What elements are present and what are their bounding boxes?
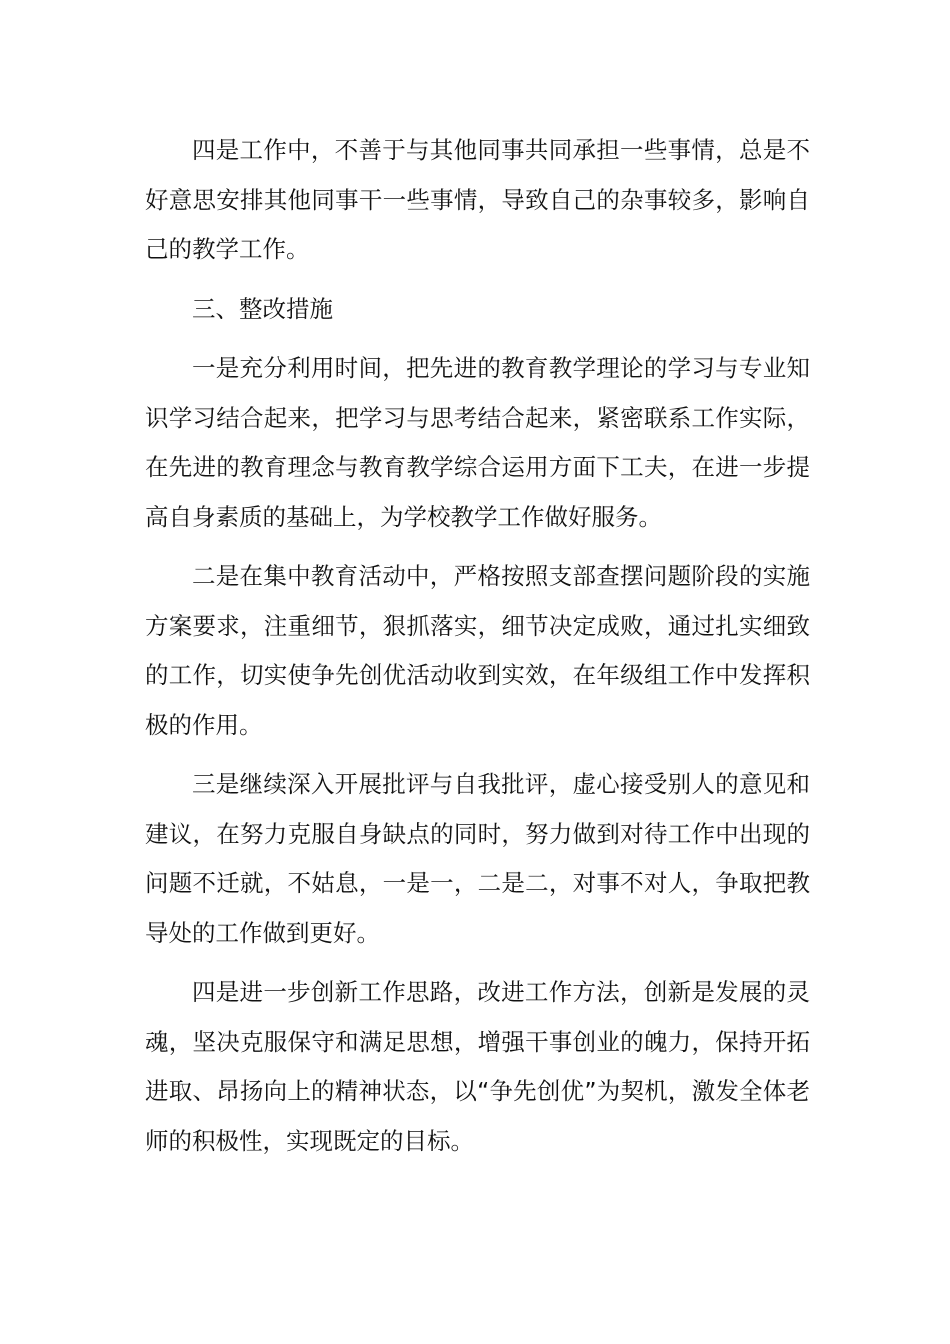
paragraph-measure-four: 四是进一步创新工作思路，改进工作方法，创新是发展的灵魂，坚决克服保守和满足思想，增强干事创业的魄力，保持开拓进取、昂扬向上的精神状态，以“争先创优”为契机，激发全体老师的积极性，实现既定的目标。 — [145, 978, 810, 1155]
paragraph-measure-two: 二是在集中教育活动中，严格按照支部查摆问题阶段的实施方案要求，注重细节，狠抓落实，细节决定成败，通过扎实细致的工作，切实使争先创优活动收到实效，在年级组工作中发挥积极的作用。 — [145, 562, 810, 739]
paragraph-measure-three: 三是继续深入开展批评与自我批评，虚心接受别人的意见和建议，在努力克服自身缺点的同时，努力做到对待工作中出现的问题不迁就，不姑息，一是一，二是二，对事不对人，争取把教导处的工作做到更好。 — [145, 770, 810, 947]
paragraph-measure-one: 一是充分利用时间，把先进的教育教学理论的学习与专业知识学习结合起来，把学习与思考结合起来，紧密联系工作实际，在先进的教育理念与教育教学综合运用方面下工夫，在进一步提高自身素质的基础上，为学校教学工作做好服务。 — [145, 354, 810, 531]
paragraph-four-weakness: 四是工作中，不善于与其他同事共同承担一些事情，总是不好意思安排其他同事干一些事情，导致自己的杂事较多，影响自己的教学工作。 — [145, 136, 810, 263]
section-heading-rectification-measures: 三、整改措施 — [192, 294, 333, 323]
document-body — [145, 126, 810, 1176]
